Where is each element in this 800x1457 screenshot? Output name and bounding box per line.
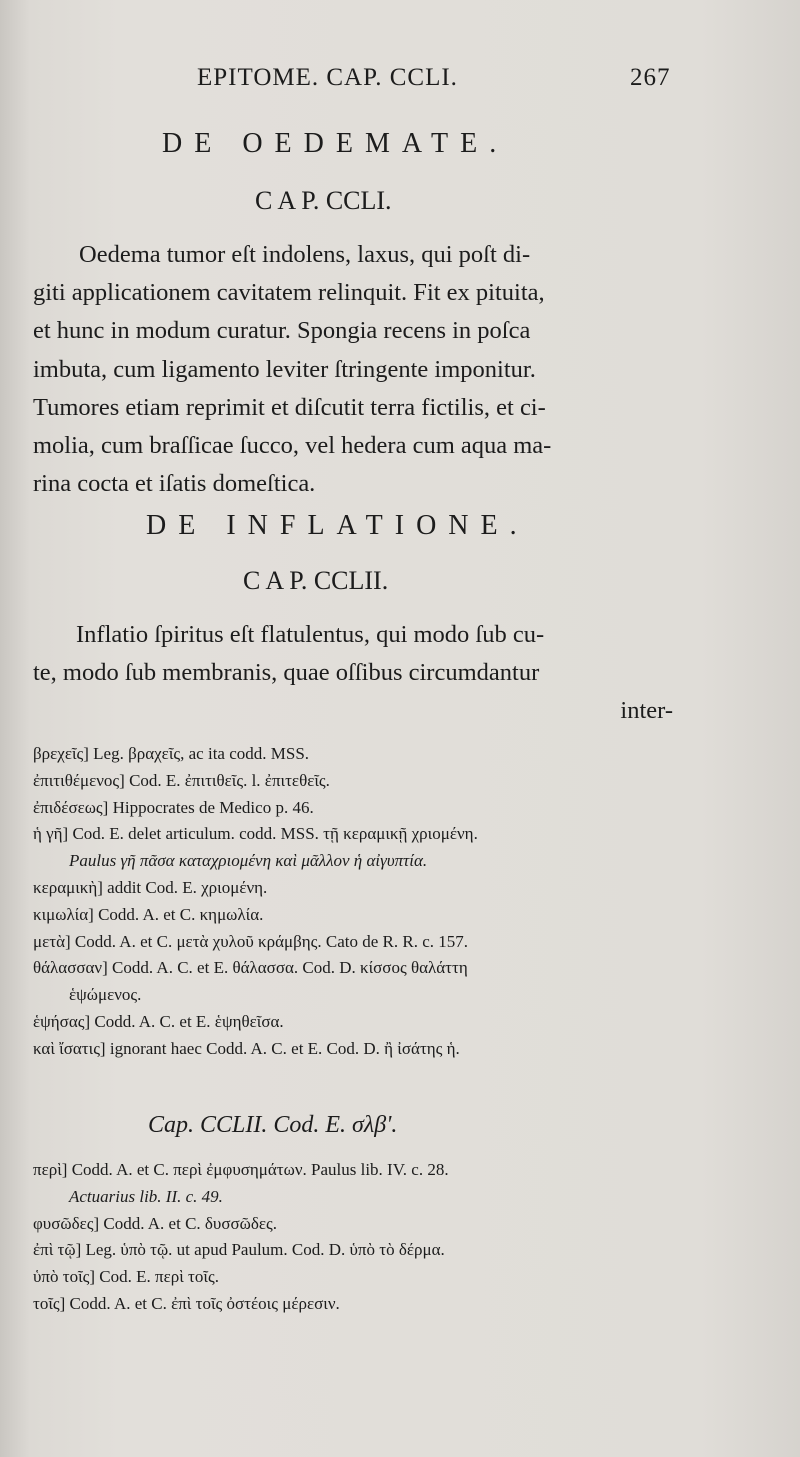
footnote: τοῖς] Codd. A. et C. ἐπὶ τοῖς ὀστέοις μέρεσιν.	[33, 1293, 340, 1313]
footnote: ἡ γῆ] Cod. E. delet articulum. codd. MSS. τῇ κεραμικῇ χριομένη.	[33, 824, 478, 844]
footnote: ἐπιτιθέμενος] Cod. E. ἐπιτιθεῖς. l. ἐπιτεθεῖς.	[33, 770, 330, 790]
text-line: imbuta, cum ligamento leviter ſtringente imponitur.	[33, 355, 536, 383]
running-title: EPITOME. CAP. CCLI.	[197, 64, 458, 91]
section-title-inflatione: DE INFLATIONE.	[146, 510, 529, 541]
footnote-continuation: Actuarius lib. II. c. 49.	[69, 1186, 223, 1206]
footnotes	[33, 741, 693, 1063]
footnote: ἑψήσας] Codd. A. C. et E. ἑψηθεῖσα.	[33, 1011, 284, 1031]
body-inflatione	[33, 616, 673, 731]
text-line: te, modo ſub membranis, quae oſſibus circumdantur	[33, 659, 540, 687]
section-title-oedemate: DE OEDEMATE.	[162, 128, 509, 159]
chapter-heading-ccli: C A P. CCLI.	[255, 186, 392, 215]
text-line: giti applicationem cavitatem relinquit. Fit ex pituita,	[33, 279, 545, 307]
footnote: περὶ] Codd. A. et C. περὶ ἐμφυσημάτων. Paulus lib. IV. c. 28.	[33, 1160, 449, 1179]
text-line: et hunc in modum curatur. Spongia recens in poſca	[33, 317, 531, 345]
chapter-heading-cclii: C A P. CCLII.	[243, 566, 389, 595]
page-header	[0, 58, 800, 98]
text-line: rina cocta et iſatis domeſtica.	[33, 470, 316, 498]
footnote: ὑπὸ τοῖς] Cod. E. περὶ τοῖς.	[33, 1267, 219, 1287]
footnote: ἐπιδέσεως] Hippocrates de Medico p. 46.	[33, 797, 314, 817]
footnote: κεραμικὴ] addit Cod. E. χριομένη.	[33, 877, 268, 897]
footnote: ἐπὶ τῷ] Leg. ὑπὸ τῷ. ut apud Paulum. Cod. D. ὑπὸ τὸ δέρμα.	[33, 1240, 445, 1260]
chapter-note-heading: Cap. CCLII. Cod. E. σλβ'.	[148, 1112, 398, 1138]
footnote: βρεχεῖς] Leg. βραχεῖς, ac ita codd. MSS.	[33, 744, 310, 763]
footnote: θάλασσαν] Codd. A. C. et E. θάλασσα. Cod. D. κίσσος θαλάττη	[33, 958, 468, 978]
text-line: Oedema tumor eſt indolens, laxus, qui poſt di-	[79, 241, 531, 268]
footnotes-cclii	[33, 1157, 693, 1318]
catchword: inter-	[620, 697, 673, 725]
footnote-continuation: ἑψώμενος.	[69, 985, 142, 1005]
footnote-continuation: Paulus γῆ πᾶσα καταχριομένη καὶ μᾶλλον ἡ αἰγυπτία.	[69, 851, 428, 871]
body-oedemate	[33, 236, 673, 503]
page-number: 267	[630, 64, 671, 91]
footnote: κιμωλία] Codd. A. et C. κημωλία.	[33, 904, 264, 924]
text-line: Inflatio ſpiritus eſt flatulentus, qui modo ſub cu-	[76, 621, 545, 648]
footnote: φυσῶδες] Codd. A. et C. δυσσῶδες.	[33, 1213, 277, 1233]
footnote: καὶ ἴσατις] ignorant haec Codd. A. C. et E. Cod. D. ἢ ἰσάτης ἡ.	[33, 1038, 460, 1058]
text-line: Tumores etiam reprimit et diſcutit terra fictilis, et ci-	[33, 393, 546, 421]
text-line: molia, cum braſſicae ſucco, vel hedera cum aqua ma-	[33, 432, 552, 460]
footnote: μετὰ] Codd. A. et C. μετὰ χυλοῦ κράμβης. Cato de R. R. c. 157.	[33, 931, 469, 951]
